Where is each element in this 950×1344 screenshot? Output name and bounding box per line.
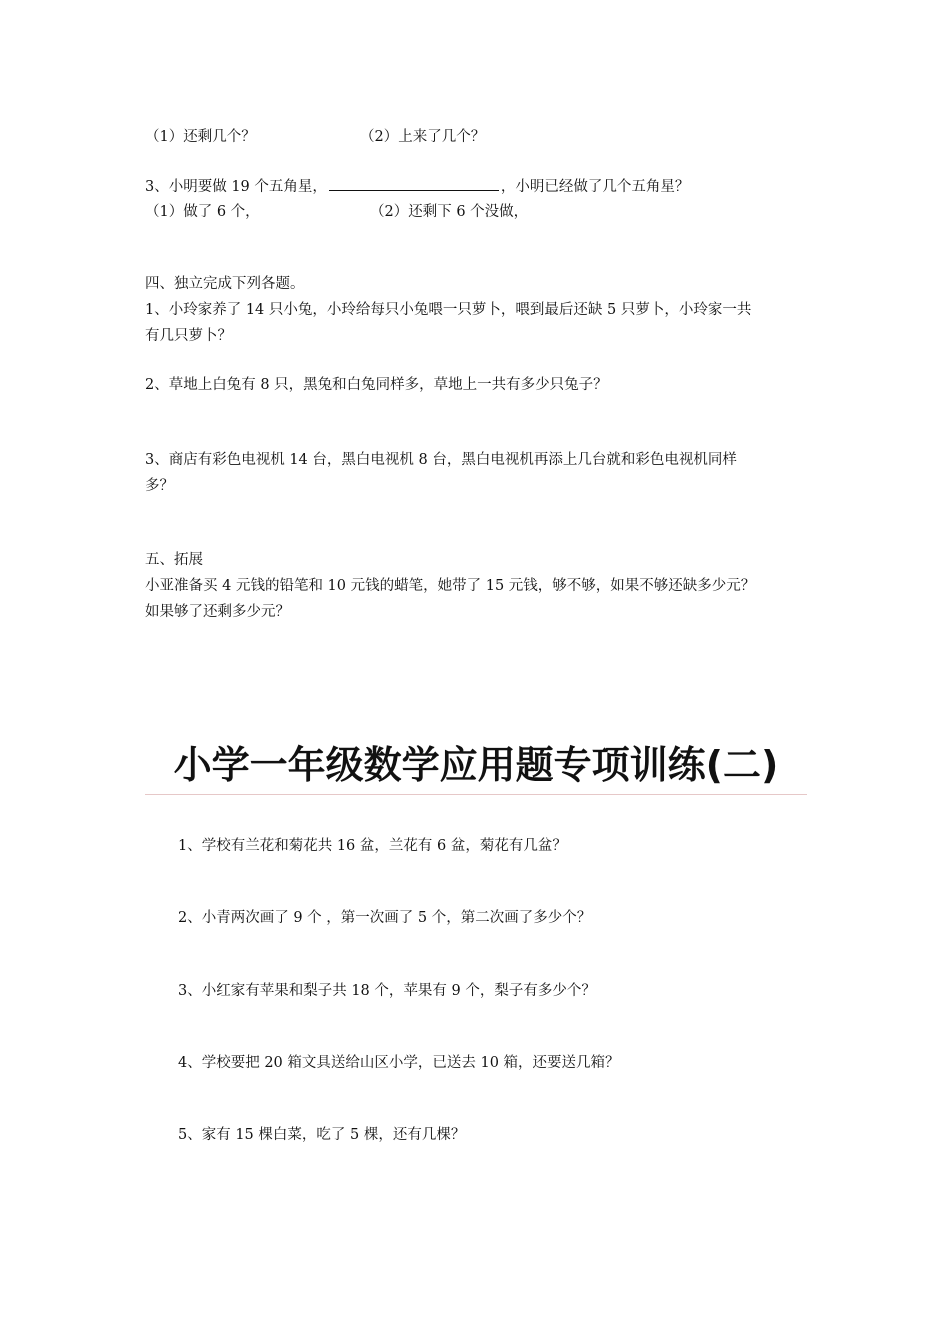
section-5-line2: 如果够了还剩多少元？ xyxy=(145,604,290,620)
question-3-sub-1: （1）做了 6 个， xyxy=(145,204,260,220)
question-2-sub-1: （1）还剩几个？ xyxy=(145,129,256,145)
list-item: 1、学校有兰花和菊花共 16 盆，兰花有 6 盆，菊花有几盆？ xyxy=(178,838,567,854)
question-3 xyxy=(145,176,689,197)
title-divider xyxy=(145,794,807,795)
answer-blank xyxy=(329,176,499,191)
page-title: 小学一年级数学应用题专项训练(二) xyxy=(173,743,779,787)
section-4-q2: 2、草地上白兔有 8 只，黑兔和白兔同样多，草地上一共有多少只兔子？ xyxy=(145,377,608,393)
question-3-end: ，小明已经做了几个五角星？ xyxy=(500,179,690,195)
section-5-line1: 小亚准备买 4 元钱的铅笔和 10 元钱的蜡笔，她带了 15 元钱，够不够，如果不够还缺多少元？ xyxy=(145,578,756,594)
question-2-sub-2: （2）上来了几个？ xyxy=(360,129,486,145)
section-5-heading: 五、拓展 xyxy=(145,552,203,568)
section-4-q1-line2: 有几只萝卜？ xyxy=(145,328,232,344)
list-item: 5、家有 15 棵白菜，吃了 5 棵，还有几棵？ xyxy=(178,1127,466,1143)
section-4-q3-line2: 多？ xyxy=(145,478,174,494)
question-3-sub-2: （2）还剩下 6 个没做， xyxy=(370,204,529,220)
list-item: 2、小青两次画了 9 个 ，第一次画了 5 个，第二次画了多少个？ xyxy=(178,910,592,926)
section-4-heading: 四、独立完成下列各题。 xyxy=(145,276,305,292)
question-3-start: 3、小明要做 19 个五角星， xyxy=(145,179,327,195)
section-4-q1-line1: 1、小玲家养了 14 只小兔，小玲给每只小兔喂一只萝卜，喂到最后还缺 5 只萝卜，小玲家一共 xyxy=(145,302,752,318)
list-item: 4、学校要把 20 箱文具送给山区小学，已送去 10 箱，还要送几箱？ xyxy=(178,1055,620,1071)
list-item: 3、小红家有苹果和梨子共 18 个，苹果有 9 个，梨子有多少个？ xyxy=(178,983,596,999)
section-4-q3-line1: 3、商店有彩色电视机 14 台，黑白电视机 8 台，黑白电视机再添上几台就和彩色电视机同样 xyxy=(145,452,737,468)
